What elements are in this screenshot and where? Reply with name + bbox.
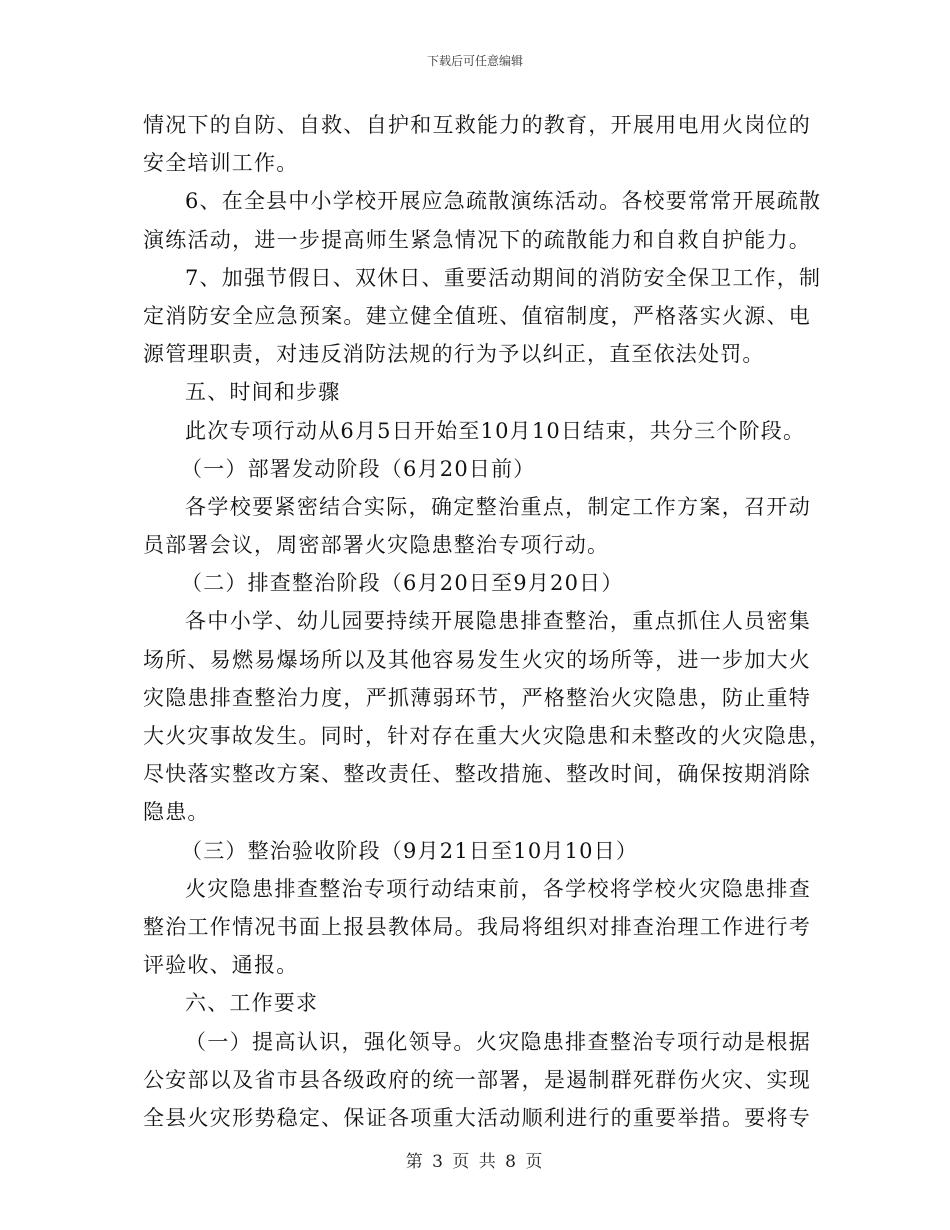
page-footer: 第 3 页 共 8 页 <box>405 1152 545 1172</box>
text-line: 情况下的自防、自救、自护和互救能力的教育，开展用电用火岗位的 <box>143 113 811 137</box>
text-line: 整治工作情况书面上报县教体局。我局将组织对排查治理工作进行考 <box>143 914 811 939</box>
text-line: 全县火灾形势稳定、保证各项重大活动顺利进行的重要举措。要将专 <box>143 1105 811 1130</box>
text-line: 大火灾事故发生。同时，针对存在重大火灾隐患和未整改的火灾隐患， <box>143 724 832 748</box>
text-line: 演练活动，进一步提高师生紧急情况下的疏散能力和自救自护能力。 <box>143 227 811 252</box>
text-line: 火灾隐患排查整治专项行动结束前，各学校将学校火灾隐患排查 <box>185 876 811 901</box>
subsection-heading: （一）部署发动阶段（6月20日前） <box>181 456 536 481</box>
section-heading: 五、时间和步骤 <box>185 380 341 405</box>
text-line: 定消防安全应急预案。建立健全值班、值宿制度，严格落实火源、电 <box>143 303 811 328</box>
text-line: 员部署会议，周密部署火灾隐患整治专项行动。 <box>143 533 610 558</box>
text-line: 各中小学、幼儿园要持续开展隐患排查整治，重点抓住人员密集 <box>185 609 811 634</box>
text-line: （一）提高认识，强化领导。火灾隐患排查整治专项行动是根据 <box>185 1029 811 1054</box>
text-line: 尽快落实整改方案、整改责任、整改措施、整改时间，确保按期消除 <box>143 762 811 787</box>
text-line: 场所、易燃易爆场所以及其他容易发生火灾的场所等，进一步加大火 <box>143 647 811 672</box>
page-header: 下载后可任意编辑 <box>426 54 523 68</box>
text-line: 评验收、通报。 <box>143 953 299 978</box>
text-line: 灾隐患排查整治力度，严抓薄弱环节，严格整治火灾隐患，防止重特 <box>143 685 811 710</box>
section-heading: 六、工作要求 <box>185 991 319 1016</box>
text-line: 源管理职责，对违反消防法规的行为予以纠正，直至依法处罚。 <box>143 342 765 367</box>
text-line: 此次专项行动从6月5日开始至10月10日结束，共分三个阶段。 <box>185 418 806 443</box>
text-line: 各学校要紧密结合实际，确定整治重点，制定工作方案，召开动 <box>185 494 811 519</box>
text-line: 6、在全县中小学校开展应急疏散演练活动。各校要常常开展疏散 <box>185 189 822 214</box>
subsection-heading: （二）排查整治阶段（6月20日至9月20日） <box>181 571 624 596</box>
subsection-heading: （三）整治验收阶段（9月21日至10月10日） <box>181 838 639 863</box>
text-line: 7、加强节假日、双休日、重要活动期间的消防安全保卫工作，制 <box>185 265 822 290</box>
document-body <box>143 106 832 1137</box>
text-line: 隐患。 <box>143 800 210 825</box>
text-line: 公安部以及省市县各级政府的统一部署，是遏制群死群伤火灾、实现 <box>143 1067 811 1092</box>
text-line: 安全培训工作。 <box>143 151 299 176</box>
